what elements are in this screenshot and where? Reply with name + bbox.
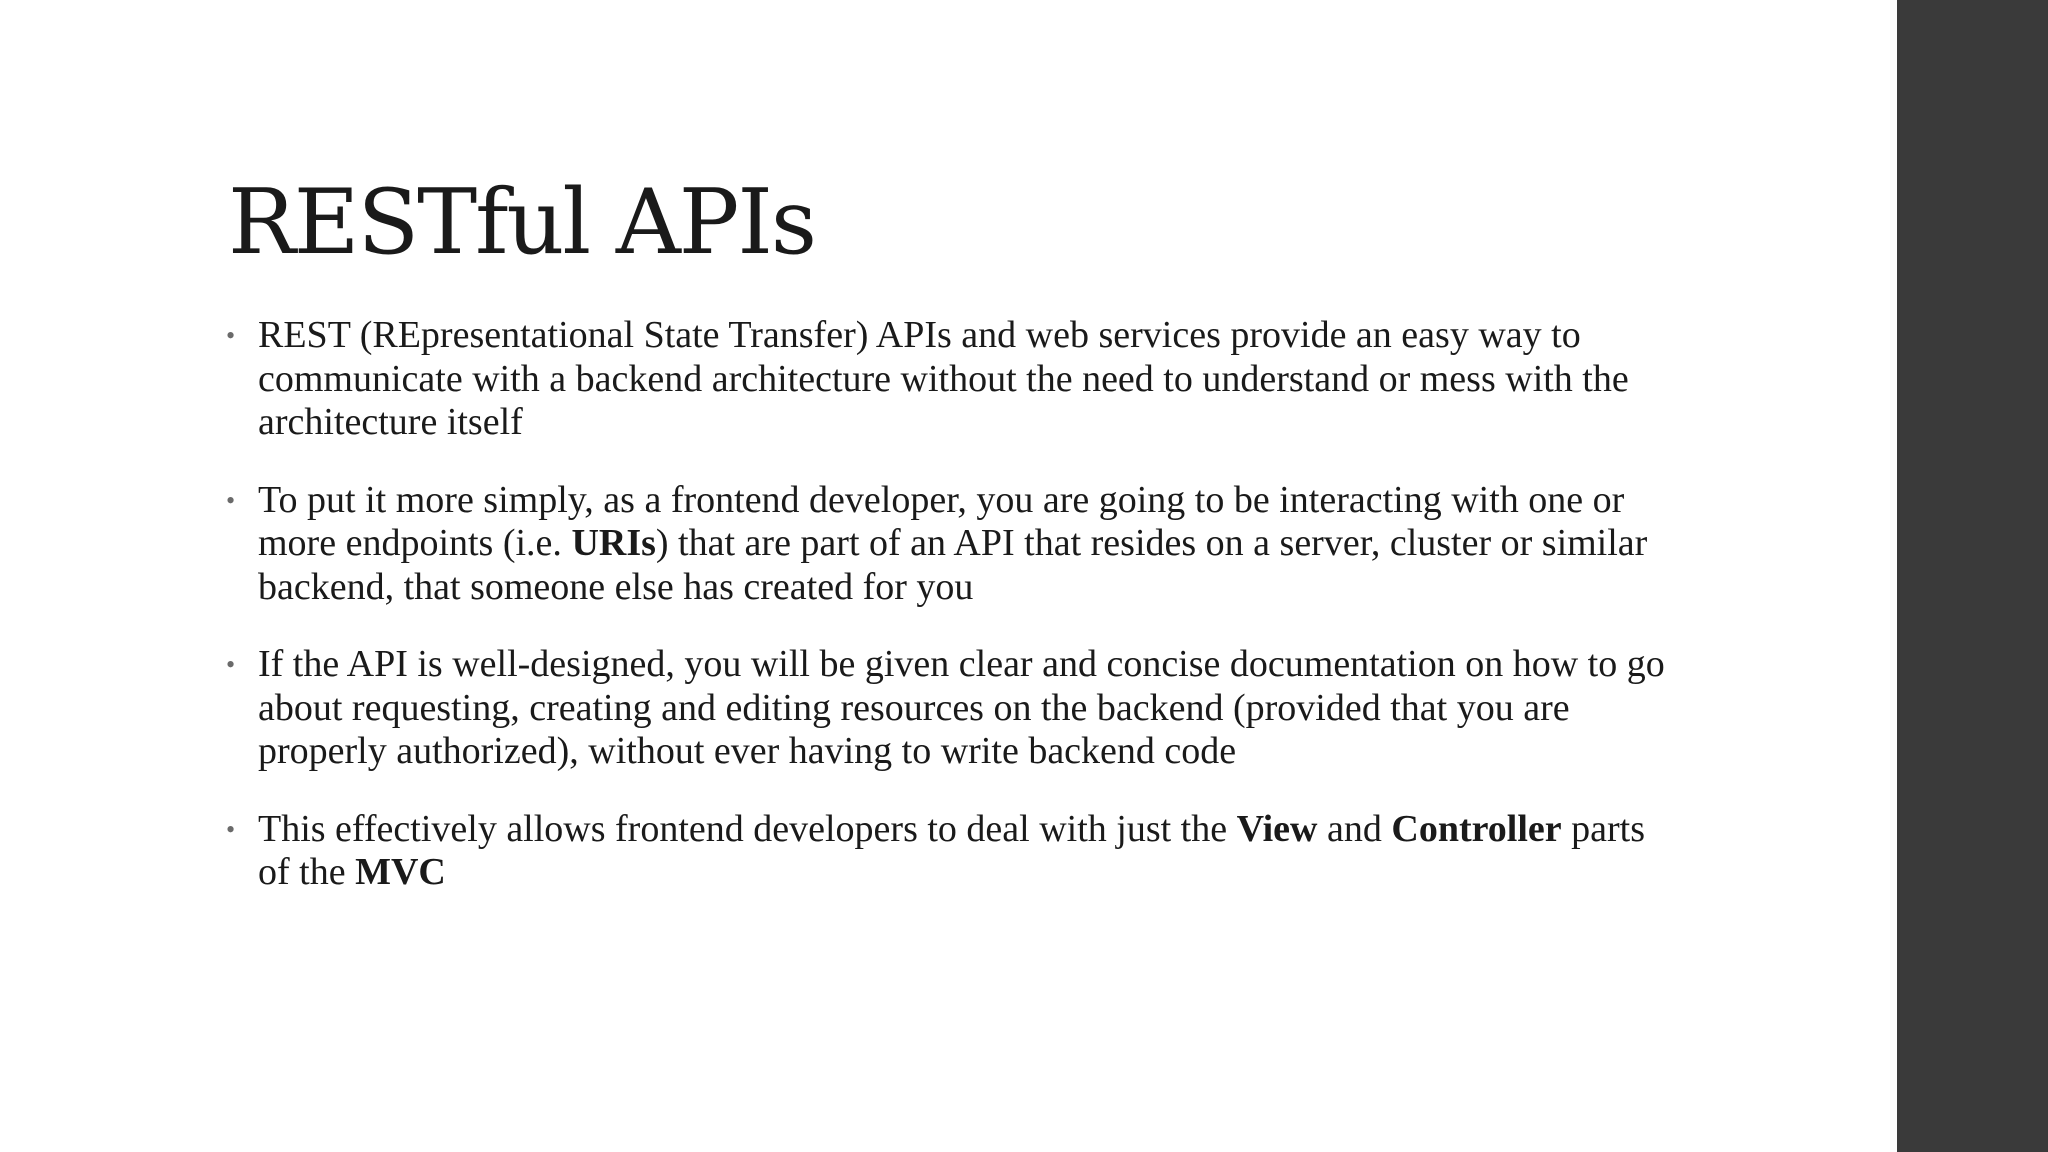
bullet-text-segment: parts of the <box>258 807 1646 893</box>
bullet-item-1 <box>222 314 1682 445</box>
bullet-icon: • <box>226 321 236 350</box>
bullet-item-2 <box>222 479 1682 610</box>
bullet-text <box>258 808 1645 894</box>
bullet-icon: • <box>226 485 236 515</box>
bullet-bold-term: Controller <box>1391 807 1562 850</box>
bullet-list <box>222 314 1682 929</box>
bullet-text-segment: This effectively allows frontend developers to deal with just the <box>258 807 1237 850</box>
bullet-text-segment: REST (REpresentational State Transfer) APIs and web services provide an easy way to communicate with a backend architecture without the need to understand or mess with the architecture itself <box>258 314 1629 443</box>
bullet-text <box>258 314 1629 443</box>
bullet-item-4 <box>222 808 1682 895</box>
slide-title: RESTful APIs <box>228 170 816 275</box>
bullet-text-segment: ) that are part of an API that resides on a server, cluster or similar backend, that someone else has created for you <box>258 522 1648 608</box>
bullet-icon: • <box>226 650 236 679</box>
bullet-text-segment: If the API is well-designed, you will be given clear and concise documentation on how to go about requesting, creating and editing resources on the backend (provided that you are properly authorized), without ever having to write backend code <box>258 643 1665 772</box>
bullet-text <box>258 643 1665 772</box>
bullet-text-segment: To put it more simply, as a frontend developer, you are going to be interacting with one or more endpoints (i.e. <box>258 478 1625 564</box>
bullet-item-3 <box>222 643 1682 774</box>
bullet-bold-term: URIs <box>571 522 656 564</box>
side-bar <box>1897 0 2048 1152</box>
bullet-bold-term: View <box>1236 807 1318 850</box>
bullet-bold-term: MVC <box>355 851 446 893</box>
bullet-text-segment: and <box>1317 807 1392 850</box>
bullet-text <box>258 479 1647 608</box>
bullet-icon: • <box>226 814 236 844</box>
